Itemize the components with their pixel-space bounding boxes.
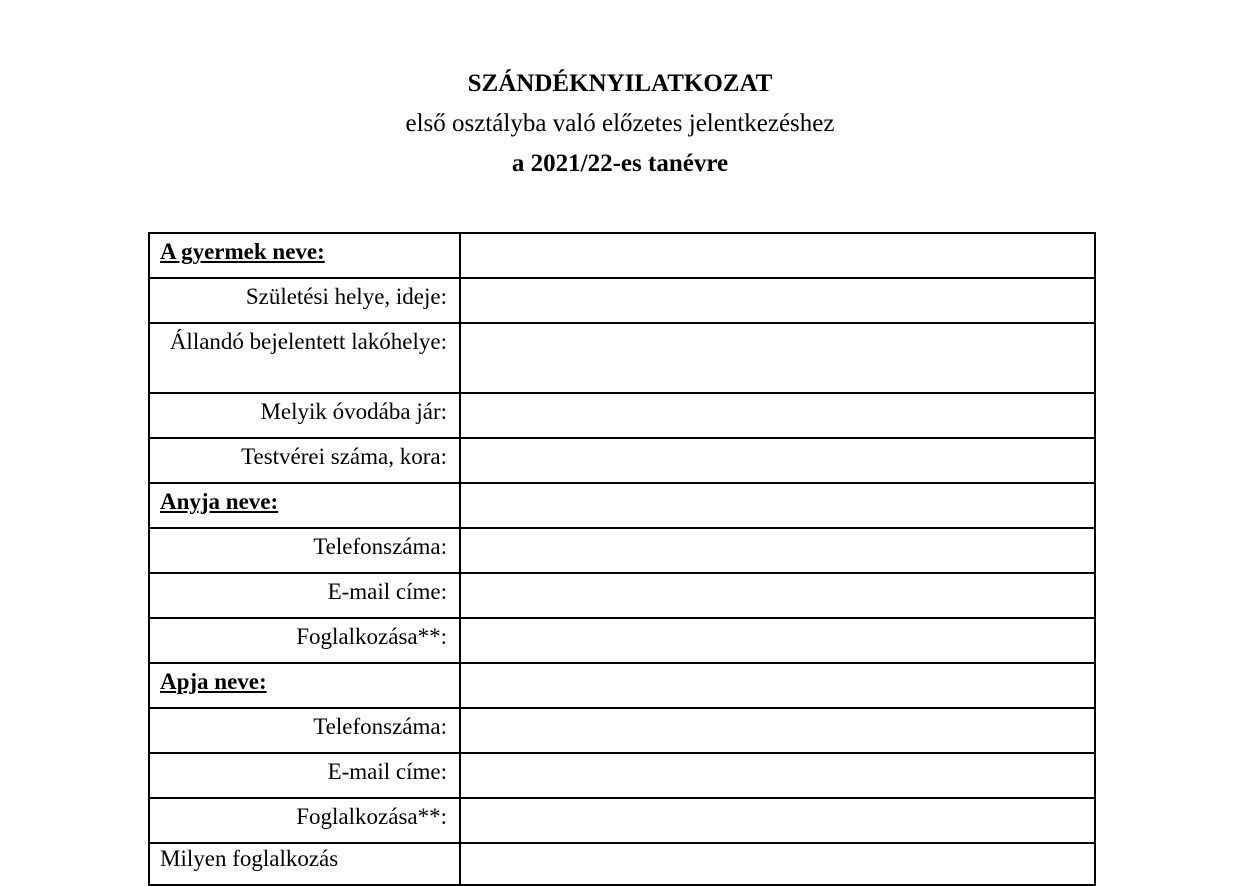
mother-phone-field[interactable] — [460, 528, 1095, 573]
mother-email-field[interactable] — [460, 573, 1095, 618]
father-name-label: Apja neve: — [160, 669, 267, 694]
label-cell — [149, 323, 460, 393]
school-year: a 2021/22-es tanévre — [511, 150, 729, 177]
kindergarten-label: Melyik óvodába jár: — [260, 399, 447, 424]
father-email-field[interactable] — [460, 753, 1095, 798]
label-cell — [149, 233, 460, 278]
table-row-activity — [149, 843, 1095, 885]
document-subtitle: első osztályba való előzetes jelentkezéshez — [405, 110, 835, 137]
table-row-father-name — [149, 663, 1095, 708]
table-row-mother-email — [149, 573, 1095, 618]
label-cell — [149, 663, 460, 708]
mother-name-field[interactable] — [460, 483, 1095, 528]
child-name-label: A gyermek neve: — [160, 239, 325, 264]
mother-email-label: E-mail címe: — [327, 579, 447, 604]
father-phone-label: Telefonszáma: — [313, 714, 447, 739]
mother-phone-label: Telefonszáma: — [313, 534, 447, 559]
mother-occupation-label: Foglalkozása**: — [296, 624, 447, 649]
declaration-form-table — [148, 232, 1096, 886]
father-phone-field[interactable] — [460, 708, 1095, 753]
table-row-kindergarten — [149, 393, 1095, 438]
table-row-father-phone — [149, 708, 1095, 753]
label-cell — [149, 843, 460, 885]
label-cell — [149, 618, 460, 663]
mother-name-label: Anyja neve: — [160, 489, 279, 514]
label-cell — [149, 393, 460, 438]
table-row-birth — [149, 278, 1095, 323]
child-name-field[interactable] — [460, 233, 1095, 278]
father-name-field[interactable] — [460, 663, 1095, 708]
permanent-address-label: Állandó bejelentett lakóhelye: — [169, 329, 447, 354]
label-cell — [149, 278, 460, 323]
activity-label: Milyen foglalkozás — [160, 846, 339, 871]
table-row-child-name — [149, 233, 1095, 278]
label-cell — [149, 708, 460, 753]
siblings-label: Testvérei száma, kora: — [241, 444, 447, 469]
father-occupation-label: Foglalkozása**: — [296, 804, 447, 829]
document-header — [0, 64, 1240, 184]
permanent-address-field[interactable] — [460, 323, 1095, 393]
label-cell — [149, 438, 460, 483]
table-row-mother-phone — [149, 528, 1095, 573]
birth-place-date-label: Születési helye, ideje: — [245, 284, 447, 309]
siblings-field[interactable] — [460, 438, 1095, 483]
father-occupation-field[interactable] — [460, 798, 1095, 843]
label-cell — [149, 483, 460, 528]
table-row-father-email — [149, 753, 1095, 798]
document-title: SZÁNDÉKNYILATKOZAT — [467, 70, 773, 97]
table-row-mother-name — [149, 483, 1095, 528]
table-row-siblings — [149, 438, 1095, 483]
table-row-father-occupation — [149, 798, 1095, 843]
mother-occupation-field[interactable] — [460, 618, 1095, 663]
table-row-mother-occupation — [149, 618, 1095, 663]
label-cell — [149, 573, 460, 618]
father-email-label: E-mail címe: — [327, 759, 447, 784]
label-cell — [149, 798, 460, 843]
kindergarten-field[interactable] — [460, 393, 1095, 438]
table-row-address — [149, 323, 1095, 393]
label-cell — [149, 753, 460, 798]
label-cell — [149, 528, 460, 573]
activity-field[interactable] — [460, 843, 1095, 885]
birth-place-date-field[interactable] — [460, 278, 1095, 323]
